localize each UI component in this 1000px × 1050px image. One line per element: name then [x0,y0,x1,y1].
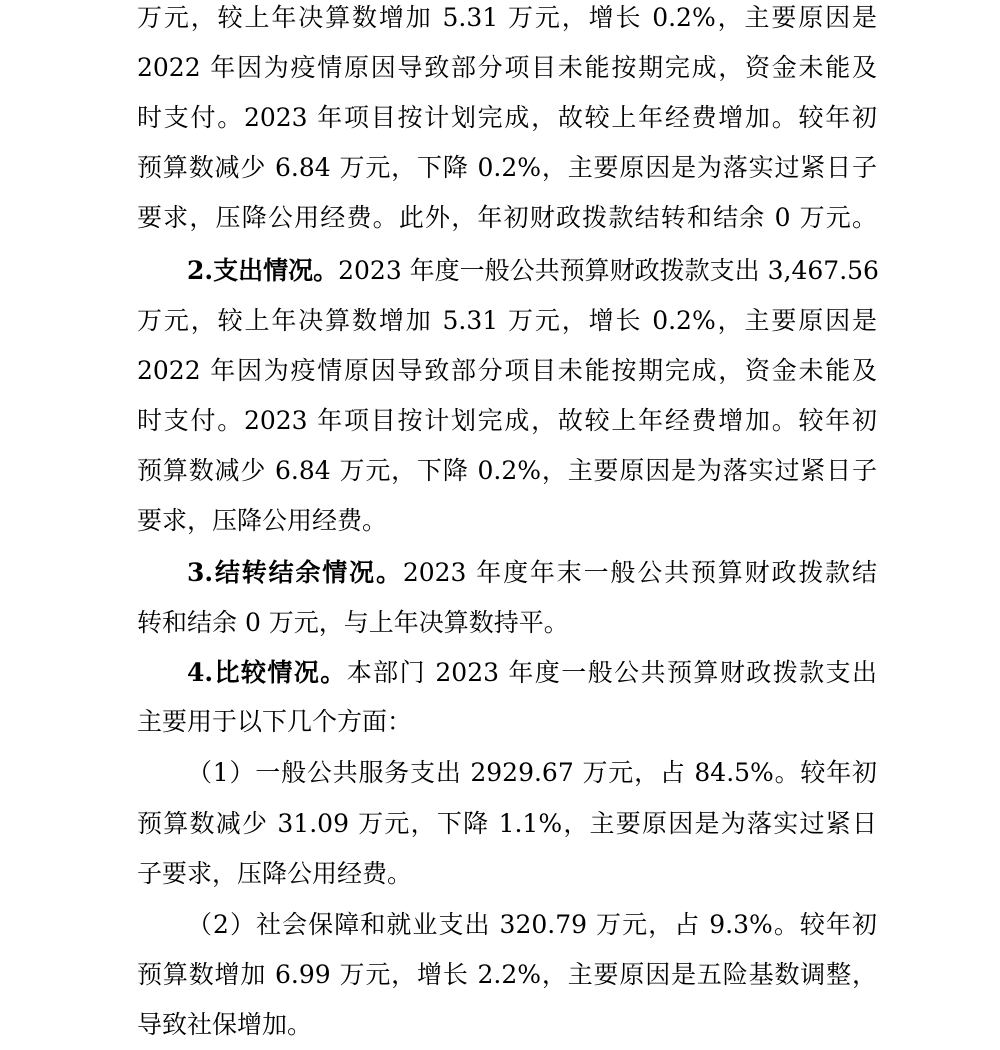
body-text: 本部门 2023 年度一般公共预算财政拨款支出 [346,658,877,687]
body-text-line: 要求，压降公用经费。此外，年初财政拨款结转和结余 0 万元。 [137,203,877,232]
section-heading: 3.结转结余情况。 [187,558,403,587]
list-item-first-line: （1）一般公共服务支出 2929.67 万元，占 84.5%。较年初 [187,758,877,787]
body-text-line: 万元，较上年决算数增加 5.31 万元，增长 0.2%，主要原因是 [137,306,877,335]
body-text-line: 2022 年因为疫情原因导致部分项目未能按期完成，资金未能及 [137,356,877,385]
body-text-line: 万元，较上年决算数增加 5.31 万元，增长 0.2%，主要原因是 [137,3,877,32]
section-heading: 4.比较情况。 [187,658,347,687]
body-text-line: 2022 年因为疫情原因导致部分项目未能按期完成，资金未能及 [137,53,877,82]
body-text-line: 主要用于以下几个方面： [137,707,413,736]
body-text-line: 时支付。2023 年项目按计划完成，故较上年经费增加。较年初 [137,406,877,435]
body-text-line: 预算数减少 6.84 万元，下降 0.2%，主要原因是为落实过紧日子 [137,153,877,182]
body-text-line: 导致社保增加。 [137,1010,313,1039]
body-text: 2023 年度年末一般公共预算财政拨款结 [402,558,877,587]
section-first-line [187,548,877,598]
body-text: 2023 年度一般公共预算财政拨款支出 3,467.56 [338,256,879,285]
section-first-line [187,648,877,698]
body-text-line: 子要求，压降公用经费。 [137,859,413,888]
body-text-line: 要求，压降公用经费。 [137,506,388,535]
body-text-line: 预算数减少 6.84 万元，下降 0.2%，主要原因是为落实过紧日子 [137,456,877,485]
body-text-line: 转和结余 0 万元，与上年决算数持平。 [137,608,569,637]
section-first-line [187,246,877,296]
body-text-line: 预算数减少 31.09 万元，下降 1.1%，主要原因是为落实过紧日 [137,809,877,838]
body-text-line: 时支付。2023 年项目按计划完成，故较上年经费增加。较年初 [137,103,877,132]
list-item-first-line: （2）社会保障和就业支出 320.79 万元，占 9.3%。较年初 [187,910,877,939]
body-text-line: 预算数增加 6.99 万元，增长 2.2%，主要原因是五险基数调整， [137,960,877,989]
section-heading: 2.支出情况。 [187,256,339,285]
